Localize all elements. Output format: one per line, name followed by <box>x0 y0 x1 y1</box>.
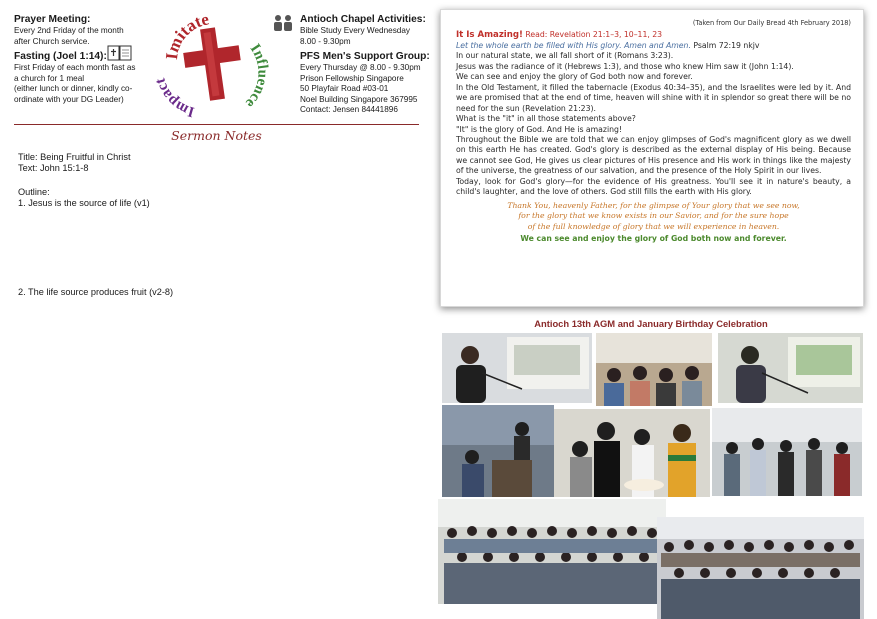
devotion-verse-ref: Psalm 72:19 nkjv <box>690 40 760 50</box>
pfs-line-2: Prison Fellowship Singapore <box>300 73 404 83</box>
sermon-title: Title: Being Fruitful in Christ <box>18 152 131 162</box>
devotion-paragraph: Jesus was the radiance of it (Hebrews 1:3), and those who knew Him saw it (John 1:14). <box>456 61 794 71</box>
prayer-line-2: after Church service. <box>14 36 90 46</box>
fasting-block <box>14 51 154 105</box>
photo-group-2 <box>657 517 864 619</box>
pfs-line-1: Every Thursday @ 8.00 - 9.30pm <box>300 63 421 72</box>
svg-text:Influence <box>242 41 271 111</box>
devotion-prayer-line-1: Thank You, heavenly Father, for the glimpse of Your glory that we see now, <box>507 200 800 210</box>
fasting-line-3: (either lunch or dinner, kindly co- <box>14 84 133 94</box>
sermon-notes-heading: Sermon Notes <box>171 128 262 143</box>
photo-speaker-2 <box>718 333 863 403</box>
devotion-paragraph: We can see and enjoy the glory of God both now and forever. <box>456 72 693 82</box>
devotion-prayer-line-3: of the full knowledge of glory that we will experience in heaven. <box>527 221 780 231</box>
church-logo <box>155 8 273 120</box>
pfs-line-5: Contact: Jensen 84441896 <box>300 105 398 115</box>
devotion-prayer-line-2: for the glory that we know exists in our Savior, and for the sure hope <box>518 211 789 221</box>
pfs-support-block <box>300 51 440 116</box>
sermon-point-2: 2. The life source produces fruit (v2-8) <box>18 286 174 297</box>
people-icon <box>272 14 294 32</box>
logo-word-imitate: Imitate <box>161 9 211 61</box>
devotion-card <box>440 9 864 307</box>
logo-word-influence: Influence <box>242 41 271 111</box>
photo-speaker-1 <box>442 333 592 403</box>
prayer-line-1: Every 2nd Friday of the month <box>14 26 124 35</box>
svg-text:Impact <box>155 76 196 119</box>
prayer-meeting-block <box>14 14 154 47</box>
gallery-title: Antioch 13th AGM and January Birthday Celebration <box>534 318 768 329</box>
photo-birthday-cake <box>554 409 710 497</box>
pfs-title: PFS Men's Support Group: <box>300 51 430 62</box>
sermon-notes <box>18 152 408 298</box>
sermon-outline-label: Outline: <box>18 186 50 197</box>
sermon-text: Text: John 15:1-8 <box>18 163 89 174</box>
antioch-activities-block <box>300 14 440 47</box>
devotion-paragraph: In our natural state, we all fall short of it (Romans 3:23). <box>456 51 674 61</box>
devotion-closing: We can see and enjoy the glory of God both now and forever. <box>520 234 787 244</box>
devotion-title: It Is Amazing! <box>456 30 523 41</box>
pfs-line-4: Noel Building Singapore 367995 <box>300 94 418 104</box>
devotion-paragraph: Throughout the Bible we are told that we can enjoy glimpses of God's magnificent glory as we dwell on this earth He has created. God's glory is described as the external display of His being. Because we cannot see God, He gives us clear pictures of His presence and His work in things like the majesty of the universe, the greatness of our salvation, and the presence of the Holy Spirit in our lives. <box>456 134 851 176</box>
section-divider <box>14 124 419 125</box>
fasting-line-1: First Friday of each month fast as <box>14 63 136 72</box>
photo-fellowship <box>712 408 862 496</box>
photo-group-1 <box>438 499 666 604</box>
devotion-source: (Taken from Our Daily Bread 4th February 2018) <box>692 19 851 27</box>
logo-word-impact: Impac <box>155 80 197 120</box>
pfs-line-3: 50 Playfair Road #03-01 <box>300 84 389 94</box>
devotion-paragraph: In the Old Testament, it filled the tabernacle (Exodus 40:34–35), and the Israelites were led by it. And we are promised that at the end of time, heaven will shine with it in splendor so great there will be no need for the sun (Revelation 21:23). <box>456 82 851 113</box>
antioch-line-2: 8.00 - 9.30pm <box>300 36 351 46</box>
antioch-activities-title: Antioch Chapel Activities: <box>300 14 426 25</box>
devotion-verse: Let the whole earth be filled with His glory. Amen and Amen. <box>456 40 691 50</box>
prayer-meeting-title: Prayer Meeting: <box>14 14 91 25</box>
photo-audience <box>596 333 712 406</box>
devotion-paragraph: "It" is the glory of God. And He is amazing! <box>456 124 622 134</box>
antioch-line-1: Bible Study Every Wednesday <box>300 26 410 35</box>
fasting-title: Fasting (Joel 1:14): <box>14 51 107 62</box>
devotion-verse-line <box>456 41 851 51</box>
fasting-line-4: ordinate with your DG Leader) <box>14 94 124 104</box>
devotion-heading-line <box>456 30 851 40</box>
fasting-line-2: a church for 1 meal <box>14 73 85 83</box>
devotion-paragraph: What is the "it" in all those statements above? <box>456 114 636 124</box>
devotion-paragraph: Today, look for God's glory—for the evidence of His greatness. You'll see it in nature's beauty, a child's laughter, and the love of others. God still fills the earth with His glory. <box>456 176 851 197</box>
sermon-point-1: 1. Jesus is the source of life (v1) <box>18 198 150 209</box>
photo-group-photographer <box>442 405 554 497</box>
devotion-reading: Read: Revelation 21:1–3, 10–11, 23 <box>522 30 663 40</box>
